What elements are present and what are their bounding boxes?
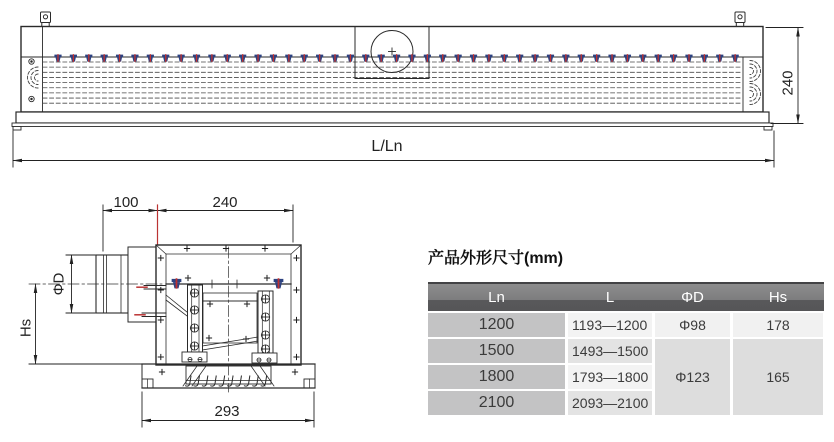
- front-height-dim-label: 240: [779, 70, 797, 96]
- column-header-hs: Hs: [768, 289, 788, 306]
- duct-collar: [96, 247, 156, 322]
- comb-hook: [202, 376, 207, 386]
- cell-l: 1793—1800: [568, 365, 652, 389]
- screw-mark: [292, 369, 297, 374]
- column-header-ln: Ln: [488, 289, 505, 306]
- cell-ln: 2100: [428, 391, 565, 415]
- body-width-dim-label: 240: [212, 194, 238, 211]
- screw-mark: [159, 369, 164, 374]
- cell-ln: 1200: [428, 313, 565, 337]
- spec-table-header: [428, 282, 824, 311]
- flange-lip: [12, 123, 773, 127]
- comb-hook: [253, 376, 258, 386]
- cell-ln: 1500: [428, 339, 565, 363]
- front-view: [12, 12, 803, 167]
- cell-phid: Φ98: [655, 313, 730, 337]
- comb-hook: [219, 376, 224, 386]
- cell-hs-merged: 165: [733, 339, 823, 415]
- bolt-icon: [261, 345, 269, 353]
- collar-offset-dim-label: 100: [113, 194, 139, 211]
- bolt-icon: [190, 324, 198, 332]
- cell-l: 2093—2100: [568, 391, 652, 415]
- bolt-icon: [190, 342, 198, 350]
- spec-table-body: [428, 313, 824, 415]
- outlet-height-dim-label: Hs: [17, 318, 35, 338]
- comb-hook: [244, 376, 249, 386]
- bolt-icon: [261, 295, 269, 303]
- comb-hook: [194, 376, 199, 386]
- unit-body: [21, 27, 763, 113]
- column-header-l: L: [605, 289, 615, 306]
- cell-l: 1493—1500: [568, 339, 652, 363]
- bolt-icon: [190, 306, 198, 314]
- cell-ln: 1800: [428, 365, 565, 389]
- section-view: [18, 194, 316, 427]
- bolt-icon: [261, 313, 269, 321]
- column-header-phid: ΦD: [681, 289, 704, 306]
- bolt-icon: [190, 289, 198, 297]
- comb-hook: [211, 376, 216, 386]
- front-length-dim-label: L/Ln: [371, 138, 403, 155]
- base-width-dim-label: 293: [214, 403, 240, 420]
- spec-panel: [428, 249, 824, 415]
- duct-diameter-dim-label: ΦD: [50, 272, 68, 296]
- bottom-flange: [16, 112, 769, 123]
- bolt-icon: [261, 331, 269, 339]
- cell-hs: 178: [733, 313, 823, 337]
- section-top-dimensions: [103, 205, 293, 251]
- cell-phid-merged: Φ123: [655, 339, 730, 415]
- spec-table-title: 产品外形尺寸(mm): [428, 250, 564, 267]
- cell-l: 1193—1200: [568, 313, 652, 337]
- comb-hook: [236, 376, 241, 386]
